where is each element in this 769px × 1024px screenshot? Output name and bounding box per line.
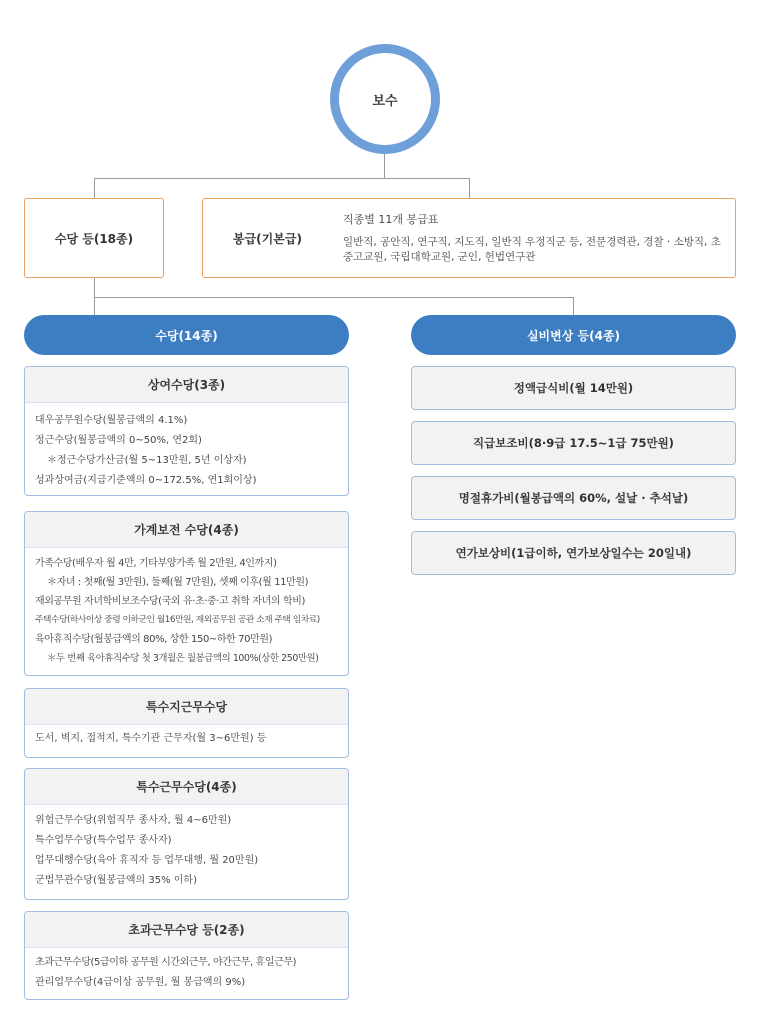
card-line: 위험근무수당(위험직무 종사자, 월 4~6만원): [35, 815, 232, 826]
connector-top-horizontal: [94, 178, 470, 179]
card-line: 대우공무원수당(월봉급액의 4.1%): [35, 415, 188, 426]
card-line-note: ＊정근수당가산금(월 5~13만원, 5년 이상자): [47, 455, 247, 466]
card-line: 도서, 벽지, 접적지, 특수기관 근무자(월 3~6만원) 등: [35, 733, 267, 744]
card-line: 군법무관수당(월봉급액의 35% 이하): [35, 875, 197, 886]
card-line: 관리업무수당(4급이상 공무원, 월 봉급액의 9%): [35, 977, 246, 988]
card-label: 명절휴가비(월봉급액의 60%, 설날 · 추석날): [458, 491, 689, 505]
connector-to-allowance: [94, 178, 95, 198]
expense-branch-pill: [411, 315, 736, 355]
card-line-note: ＊두 번째 육아휴직수당 첫 3개월은 월봉급액의 100%(상한 250만원): [47, 653, 319, 664]
position-allowance-card: [411, 421, 736, 465]
card-line: 육아휴직수당(월봉급액의 80%, 상한 150~하한 70만원): [35, 634, 273, 645]
salary-description: 일반직, 공안직, 연구직, 지도직, 일반직 우정직군 등, 전문경력관, 경찰 · 소방직, 초중고교원, 국립대학교원, 군인, 헌법연구관: [343, 236, 721, 263]
allowance-branch-label: 수당(14종): [155, 328, 218, 343]
special-area-allowance-card: [24, 688, 349, 758]
card-line: 특수업무수당(특수업무 종사자): [35, 835, 172, 846]
connector-to-right-branch: [573, 297, 574, 315]
connector-to-salary: [469, 178, 470, 198]
overtime-allowance-card: [24, 911, 349, 1000]
connector-root-down: [384, 154, 385, 178]
card-line: 가족수당(배우자 월 4만, 기타부양가족 월 2만원, 4인까지): [35, 558, 277, 569]
allowance-branch-pill: [24, 315, 349, 355]
card-label: 직급보조비(8·9급 17.5~1급 75만원): [473, 436, 674, 450]
card-line: 정근수당(월봉급액의 0~50%, 연2회): [35, 435, 202, 446]
card-title: 초과근무수당 등(2종): [25, 912, 348, 948]
card-line: 재외공무원 자녀학비보조수당(국외 유·초·중·고 취학 자녀의 학비): [35, 596, 305, 607]
card-label: 정액급식비(월 14만원): [513, 381, 634, 395]
bonus-allowance-card: [24, 366, 349, 496]
holiday-allowance-card: [411, 476, 736, 520]
meal-allowance-card: [411, 366, 736, 410]
card-line: 주택수당(하사이상 중령 이하군인 월16만원, 재외공무원 공관 소재 주택 임차료): [35, 615, 320, 625]
household-allowance-card: [24, 511, 349, 676]
card-title: 상여수당(3종): [25, 367, 348, 403]
leave-compensation-card: [411, 531, 736, 575]
expense-branch-label: 실비변상 등(4종): [526, 328, 621, 343]
connector-mid-horizontal: [94, 297, 574, 298]
allowance-label: 수당 등(18종): [54, 231, 134, 246]
salary-label: 봉급(기본급): [233, 231, 302, 246]
card-title: 특수근무수당(4종): [25, 769, 348, 805]
allowance-node: [24, 198, 164, 278]
card-line: 업무대행수당(육아 휴직자 등 업무대행, 월 20만원): [35, 855, 259, 866]
salary-subtitle: 직종별 11개 봉급표: [343, 213, 439, 226]
card-line: 성과상여금(지급기준액의 0~172.5%, 연1회이상): [35, 475, 257, 486]
root-node: [330, 44, 440, 154]
root-label: 보수: [372, 93, 398, 109]
card-label: 연가보상비(1급이하, 연가보상일수는 20일내): [455, 546, 692, 560]
special-duty-allowance-card: [24, 768, 349, 900]
salary-node: [202, 198, 736, 278]
card-title: 가계보전 수당(4종): [25, 512, 348, 548]
card-title: 특수지근무수당: [25, 689, 348, 725]
card-line-note: ＊자녀 : 첫째(월 3만원), 둘째(월 7만원), 셋째 이후(월 11만원): [47, 577, 309, 588]
card-line: 초과근무수당(5급이하 공무원 시간외근무, 야간근무, 휴일근무): [35, 957, 297, 968]
